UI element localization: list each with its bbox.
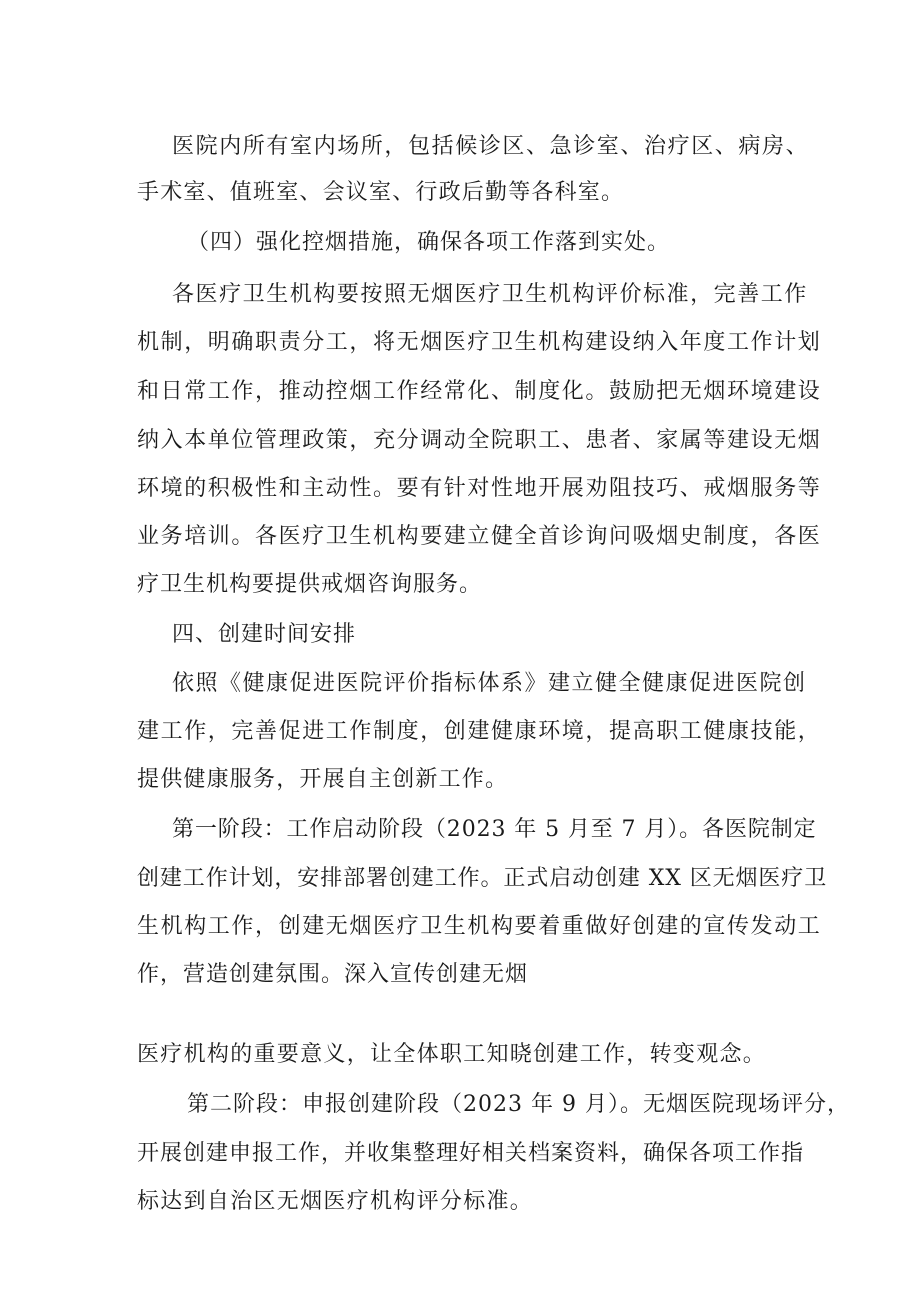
text-line: 生机构工作，创建无烟医疗卫生机构要着重做好创建的宣传发动工 [137, 914, 822, 939]
text-line: 依照《健康促进医院评价指标体系》建立健全健康促进医院创 [172, 671, 807, 696]
text-line: 业务培训。各医疗卫生机构要建立健全首诊询问吸烟史制度，各医 [137, 524, 822, 549]
text-line: 建工作，完善促进工作制度，创建健康环境，提高职工健康技能， [137, 719, 822, 744]
text-line: 标达到自治区无烟医疗机构评分标准。 [137, 1189, 534, 1214]
text-line: 第二阶段：申报创建阶段（2023 年 9 月）。无烟医院现场评分， [187, 1092, 850, 1117]
text-line: 各医疗卫生机构要按照无烟医疗卫生机构评价标准，完善工作 [172, 282, 808, 307]
text-line: 开展创建申报工作，并收集整理好相关档案资料，确保各项工作指 [137, 1141, 805, 1166]
text-line: 和日常工作，推动控烟工作经常化、制度化。鼓励把无烟环境建设 [137, 379, 822, 404]
section-heading: 四、创建时间安排 [172, 622, 357, 647]
text-line: 医院内所有室内场所，包括候诊区、急诊室、治疗区、病房、 [172, 134, 810, 159]
text-line: 提供健康服务，开展自主创新工作。 [137, 767, 509, 792]
text-line: 创建工作计划，安排部署创建工作。正式启动创建 XX 区无烟医疗卫 [137, 866, 828, 891]
text-line: 作，营造创建氛围。深入宣传创建无烟 [137, 962, 529, 987]
text-line: 纳入本单位管理政策，充分调动全院职工、患者、家属等建设无烟 [137, 428, 822, 453]
text-line: 环境的积极性和主动性。要有针对性地开展劝阻技巧、戒烟服务等 [137, 476, 822, 501]
text-line: 第一阶段：工作启动阶段（2023 年 5 月至 7 月）。各医院制定 [172, 817, 817, 842]
text-line: 医疗机构的重要意义，让全体职工知晓创建工作，转变观念。 [137, 1042, 767, 1067]
text-line: 手术室、值班室、会议室、行政后勤等各科室。 [137, 180, 625, 205]
text-line: 疗卫生机构要提供戒烟咨询服务。 [137, 572, 483, 597]
section-heading: （四）强化控烟措施，确保各项工作落到实处。 [187, 230, 671, 255]
text-line: 机制，明确职责分工，将无烟医疗卫生机构建设纳入年度工作计划 [137, 330, 822, 355]
